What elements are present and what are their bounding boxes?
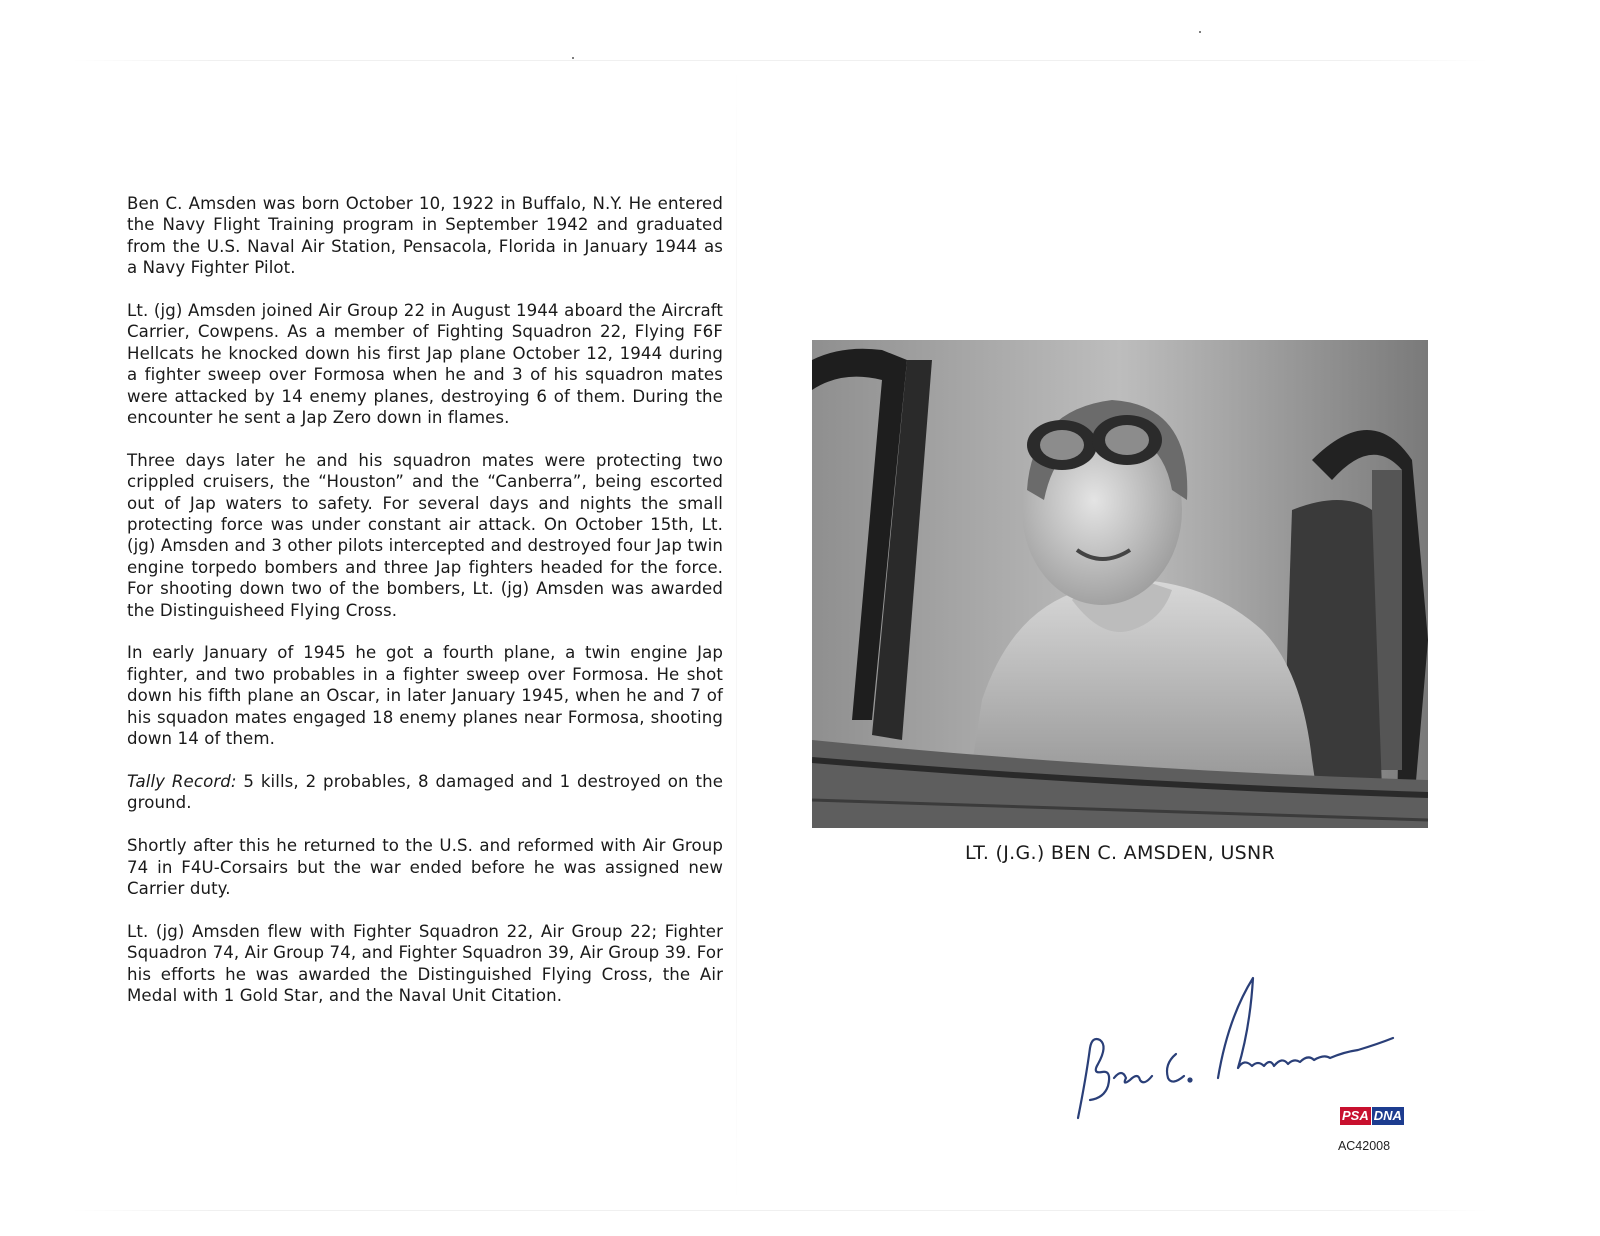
biography-text [127, 193, 723, 1028]
page-fold-center [736, 60, 737, 1210]
page-fold-bottom [70, 1210, 1490, 1211]
bio-paragraph-early-life: Ben C. Amsden was born October 10, 1922 in Buffalo, N.Y. He entered the Navy Flight Training program in September 1942 and graduated from the U.S. Naval Air Station, Pensacola, Florida in January 1944 as a Navy Fighter Pilot. [127, 194, 723, 278]
page-fold-top [70, 60, 1490, 61]
bio-paragraph-cruiser-escort: Three days later he and his squadron mates were protecting two crippled cruisers, the “Houston” and the “Canberra”, being escorted out of Jap waters to safety. For several days and nights the small protecting force was under constant air attack. On October 15th, Lt. (jg) Amsden and 3 other pilots intercepted and destroyed four Jap twin engine torpedo bombers and three Jap fighters headed for the force. For shooting down two of the bombers, Lt. (jg) Amsden was awarded the Distinguisheed Flying Cross. [127, 450, 723, 620]
tally-record-label: Tally Record: [127, 771, 237, 791]
psa-dna-logo [1340, 1107, 1400, 1125]
paper-speck [1199, 31, 1201, 33]
psa-logo-text: PSA [1342, 1108, 1369, 1123]
dna-logo-text: DNA [1373, 1108, 1402, 1123]
bio-paragraph-tally [127, 771, 723, 814]
handwritten-signature [1068, 968, 1398, 1128]
bio-paragraph-first-kill: Lt. (jg) Amsden joined Air Group 22 in August 1944 aboard the Aircraft Carrier, Cowpens. As a member of Fighting Squadron 22, Flying F6F Hellcats he knocked down his first Jap plane October 12, 1944 during a fighter sweep over Formosa when he and 3 of his squadron mates were attacked by 14 enemy planes, destroying 6 of them. During the encounter he sent a Jap Zero down in flames. [127, 301, 723, 428]
bio-paragraph-ace: In early January of 1945 he got a fourth plane, a twin engine Jap fighter, and two probables in a fighter sweep over Formosa. He shot down his fifth plane an Oscar, in later January 1945, when he and 7 of his squadon mates engaged 18 enemy planes near Formosa, shooting down 14 of them. [127, 643, 723, 749]
bio-paragraph-service: Lt. (jg) Amsden flew with Fighter Squadron 22, Air Group 22; Fighter Squadron 74, Air Group 74, and Fighter Squadron 39, Air Group 39. For his efforts he was awarded the Distinguished Flying Cross, the Air Medal with 1 Gold Star, and the Naval Unit Citation. [127, 921, 723, 1005]
certificate-code: AC42008 [1337, 1139, 1391, 1153]
bio-paragraph-corsairs: Shortly after this he returned to the U.S. and reformed with Air Group 74 in F4U-Corsairs but the war ended before he was assigned new Carrier duty. [127, 836, 723, 898]
pilot-portrait-photo [812, 340, 1428, 828]
tally-record-text: 5 kills, 2 probables, 8 damaged and 1 destroyed on the ground. [127, 771, 723, 813]
paper-speck [572, 57, 574, 59]
photo-caption: LT. (J.G.) BEN C. AMSDEN, USNR [964, 842, 1276, 864]
pilot-in-cockpit-image [812, 340, 1428, 828]
